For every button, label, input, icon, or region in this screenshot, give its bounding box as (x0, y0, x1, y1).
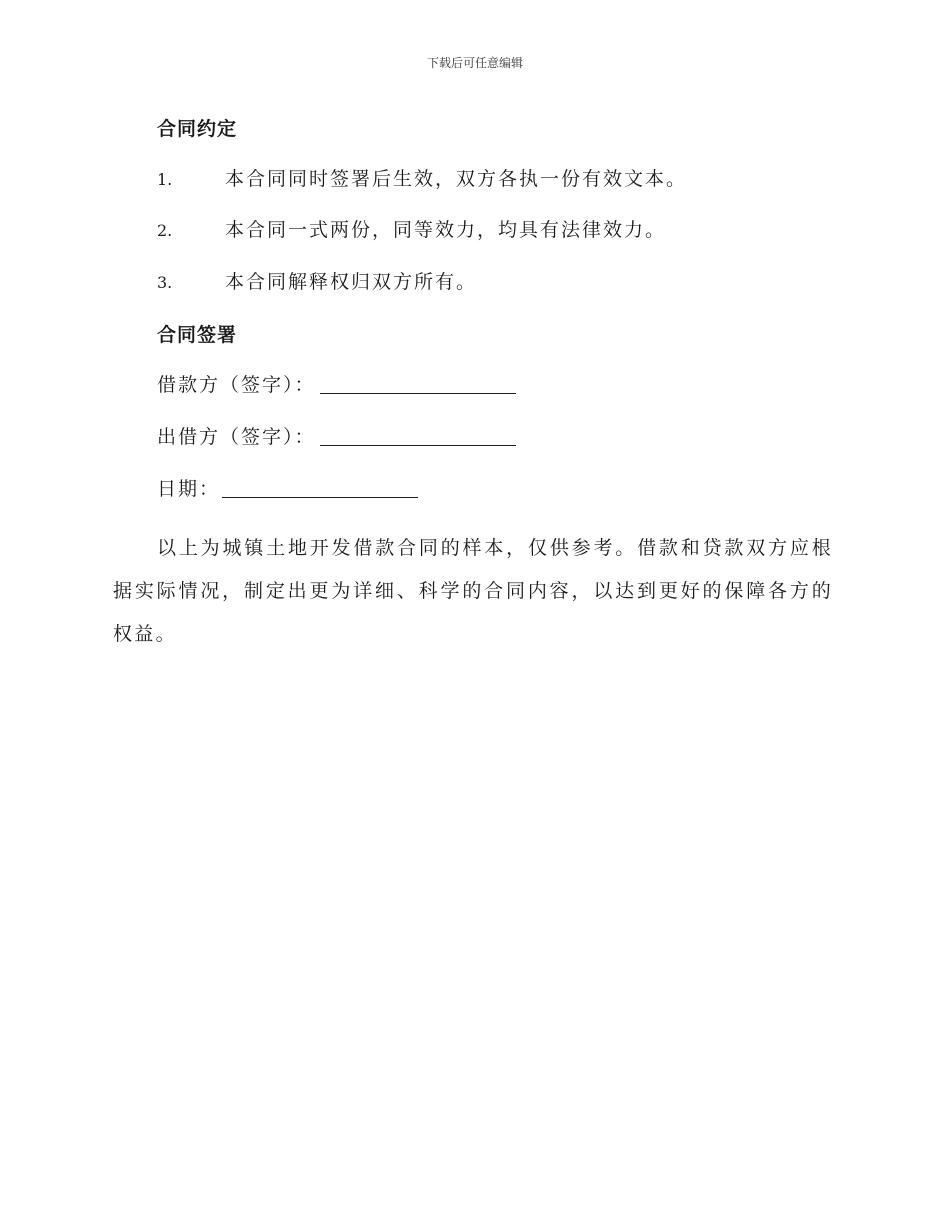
item-text: 本合同一式两份，同等效力，均具有法律效力。 (225, 219, 667, 241)
date-blank[interactable] (222, 477, 418, 498)
lender-label: 出借方（签字）： (157, 426, 316, 448)
list-item (157, 166, 687, 192)
borrower-signature-line (157, 372, 516, 398)
section-title-agreement: 合同约定 (157, 118, 238, 140)
item-text: 本合同解释权归双方所有。 (225, 271, 478, 293)
item-number: 1. (157, 170, 173, 189)
list-item (157, 217, 666, 243)
closing-paragraph: 以上为城镇土地开发借款合同的样本，仅供参考。借款和贷款双方应根据实际情况，制定出更为详细、科学的合同内容，以达到更好的保障各方的权益。 (113, 537, 833, 645)
lender-signature-line (157, 424, 516, 450)
lender-signature-blank[interactable] (320, 425, 516, 446)
borrower-signature-blank[interactable] (320, 373, 516, 394)
date-label: 日期： (157, 478, 221, 500)
item-number: 3. (157, 273, 173, 292)
item-number: 2. (157, 221, 173, 240)
item-text: 本合同同时签署后生效，双方各执一份有效文本。 (225, 168, 688, 190)
list-item (157, 269, 477, 295)
page-header: 下载后可任意编辑 (426, 56, 523, 70)
date-line (157, 476, 418, 502)
section-title-signature: 合同签署 (157, 324, 238, 346)
borrower-label: 借款方（签字）： (157, 374, 316, 396)
